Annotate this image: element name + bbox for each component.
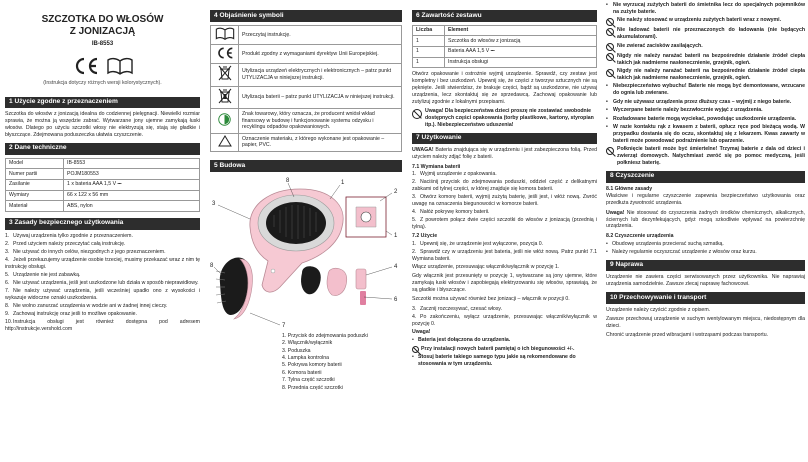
ce-mark-icon — [73, 57, 99, 75]
list-item: 1. Wyjmij urządzenie z opakowania. — [412, 171, 497, 178]
list-item: Nie należy stosować w urządzeniu zużytych baterii wraz z nowymi. — [606, 17, 805, 26]
table-row: Numer partii POJM180553 — [6, 169, 200, 180]
legend-item: 4. Lampka kontrolna — [282, 355, 330, 362]
brush-illustration — [210, 175, 402, 333]
usage-intro: UWAGA! Bateria znajdująca się w urządzeniu i jest zabezpieczona folią. Przed użyciem należy zdjąć folię z baterii. — [412, 147, 597, 161]
table-row: Przeczytaj instrukcję. — [211, 25, 402, 45]
usage-paragraph: Gdy włącznik jest przesunięty w pozycję 1, wytwarzane są jony ujemne, które zamykają łuski włosów i zapobiegają elektryzowaniu się włosów, sprawiają, że są gładkie i błyszczące. — [412, 273, 597, 293]
callout-label: 1 — [394, 232, 398, 239]
legend-item: 1. Przycisk do zdejmowania poduszki — [282, 332, 368, 339]
contents-table — [412, 25, 597, 69]
list-item: 3. Zacznij rozczesywać, czesać włosy. — [412, 305, 503, 312]
unpacking-text: Otwórz opakowanie i ostrożnie wyjmij urządzenie. Sprawdź, czy zestaw jest kompletny i bez uszkodzeń. Upewnij się, że części z tworzyw sztucznych nie są pęknięte. Jeśli stwierdzisz, że brakuje części, bądź są uszkodzone, nie używaj urządzenia, lecz skontaktuj się ze sprzedawcą. Zachowaj opakowanie lub zutylizuj zgodnie z lokalnymi przepisami. — [412, 71, 597, 105]
list-item: Przy instalacji nowych baterii pamiętaj o ich biegunowości +/-. — [412, 346, 597, 354]
section-2-header: 2 Dane techniczne — [5, 143, 200, 155]
callout-label: 2 — [394, 188, 398, 195]
list-item: 6. Nie używać urządzenia, jeśli jest uszkodzone lub działa w sposób nieprawidłowy. — [5, 279, 199, 286]
usage-paragraph: Szczotki można używać również bez jonizacji – włącznik w pozycji 0. — [412, 296, 570, 303]
section-3-header: 3 Zasady bezpiecznego użytkowania — [5, 218, 200, 230]
no-children-icon — [412, 109, 422, 119]
column-1 — [0, 0, 205, 462]
section-8-header: 8 Czyszczenie — [606, 171, 805, 183]
model-number: IB-8553 — [91, 41, 114, 47]
usage-steps — [412, 241, 597, 263]
subsection-8-1: 8.1 Główne zasady — [606, 185, 653, 192]
brush-exploded-view — [301, 266, 366, 305]
prohibition-icon — [606, 69, 614, 77]
table-row: Model IB-8553 — [6, 158, 200, 169]
list-item: Nigdy nie należy narażać baterii na bezpośrednie działanie źródeł ciepła takich jak nadmierne nasłonecznienie, grzejnik, ogień. — [606, 53, 805, 67]
list-item: 5. Z powrotem połącz dwie części szczotki do włosów z jonizacją (przednią i tylną). — [412, 217, 597, 231]
list-item: • Nie wyrzucaj zużytych baterii do śmietnika lecz do specjalnych pojemników na zużyte baterie. — [606, 2, 805, 15]
product-diagram — [210, 175, 402, 391]
legend-item: 3. Poduszka — [282, 347, 311, 354]
list-item: 2. Sprawdź czy w urządzeniu jest bateria, jeśli nie włóż nową. Patrz punkt 7.1 Wymiana baterii. — [412, 248, 597, 262]
tech-data-table — [5, 158, 200, 212]
list-item: 2. Przed użyciem należy przeczytać całą instrukcję. — [5, 240, 126, 247]
title-line-2: Z JONIZACJĄ — [69, 25, 136, 37]
table-row: Utylizacja baterii – patrz punkt UTYLIZACJA w niniejszej instrukcji. — [211, 86, 402, 109]
table-header-row: Liczba Element — [413, 25, 597, 36]
subsection-8-2: 8.2 Czyszczenie urządzenia — [606, 232, 674, 239]
book-icon — [215, 27, 235, 40]
crossed-bin-icon — [218, 65, 232, 81]
packaging-warning: Uwaga! Dla bezpieczeństwa dzieci proszę nie zostawiać swobodnie dostępnych części opakowania (torby plastikowe, kartony, styropian itp.). Niebezpieczeństwo uduszenia! — [412, 108, 597, 129]
section-9-header: 9 Naprawa — [606, 260, 805, 272]
list-item: • Niebezpieczeństwo wybuchu! Baterie nie mogą być demontowane, wrzucane do ognia lub zwierane. — [606, 83, 805, 97]
table-row: Materiał ABS, nylon — [6, 201, 200, 212]
material-icon — [218, 135, 232, 147]
table-row: Utylizacja urządzeń elektrycznych i elektronicznych – patrz punkt UTYLIZACJA w niniejszej instrukcji. — [211, 63, 402, 86]
callout-label: 7 — [282, 322, 286, 329]
list-item: Nie zwierać zacisków zasilających. — [606, 43, 805, 52]
usage-paragraph: Włącz urządzenie, przesuwając włącznik/wyłącznik w pozycję 1. — [412, 263, 560, 270]
callout-label: 8 — [286, 177, 290, 184]
table-row: Znak towarowy, który oznacza, że producent wniósł wkład finansowy w budowę i funkcjonowanie systemu odzysku i recyklingu odpadów opakowaniowych. — [211, 109, 402, 133]
battery-bullets — [412, 337, 597, 368]
list-item: 1. Używaj urządzenia tylko zgodnie z przeznaczeniem. — [5, 232, 133, 239]
list-item: • Rozładowane baterie mogą wyciekać, powodując uszkodzenie urządzenia. — [606, 115, 797, 122]
list-item: 8. Nie wolno zanurzać urządzenia w wodzie ani w żadnej innej cieczy. — [5, 302, 168, 309]
list-item: 5. Urządzenie nie jest zabawką. — [5, 271, 81, 278]
storage-text: Zawsze przechowuj urządzenie w suchym wentylowanym miejscu, niedostępnym dla dzieci. — [606, 316, 805, 330]
cleaning-text: Właściwe i regularne czyszczenie zapewnia bezpieczeństwo użytkowania oraz przedłuża żywotność urządzenia. — [606, 193, 805, 207]
list-item: 4. Po zakończeniu, wyłącz urządzenie, przesuwając włącznik/wyłącznik w pozycję 0. — [412, 313, 597, 327]
storage-text: Chronić urządzenie przed wibracjami i wstrząsami podczas transportu. — [606, 332, 769, 339]
table-row: 1 Bateria AAA 1,5 V ⎓ — [413, 46, 597, 57]
table-row: 1 Szczotka do włosów z jonizacją — [413, 36, 597, 47]
cleaning-list — [606, 241, 805, 256]
column-4 — [603, 0, 808, 462]
product-title — [5, 14, 200, 37]
table-row: 1 Instrukcja obsługi — [413, 57, 597, 68]
table-row: Oznaczenie materiału, z którego wykonane jest opakowanie – papier, PVC. — [211, 133, 402, 152]
list-item: • W razie kontaktu rąk z kwasem z baterii, opłucz ręce pod bieżącą wodą. W przypadku dostania się do oczu, skontaktuj się z lekarzem. Kwas zawarty w baterii może powodować podrażnienie lub oparzenie. — [606, 124, 805, 144]
column-2 — [207, 0, 405, 462]
prohibition-icon — [606, 53, 614, 61]
list-item: 10.Instrukcja obsługi jest również dostępna pod adresem http://instrukcje.vershold.com — [5, 318, 200, 332]
prohibition-icon — [412, 346, 419, 353]
section-6-header: 6 Zawartość zestawu — [412, 10, 597, 22]
section-4-header: 4 Objaśnienie symboli — [210, 10, 402, 22]
column-3 — [409, 0, 600, 462]
legend-item: 5. Pokrywa komory baterii — [282, 362, 342, 369]
section-1-header: 1 Użycie zgodne z przeznaczeniem — [5, 97, 200, 109]
book-icon — [107, 57, 133, 75]
usage-steps-2 — [412, 306, 597, 328]
callout-label: 1 — [341, 179, 345, 186]
title-line-1: SZCZOTKA DO WŁOSÓW — [41, 14, 164, 25]
legend-item: 8. Przednia część szczotki — [282, 384, 343, 391]
list-item: • Wyczerpane baterie należy bezzwłocznie wyjąć z urządzenia. — [606, 107, 763, 114]
section-10-header: 10 Przechowywanie i transport — [606, 292, 805, 304]
list-item: 4. Nałóż pokrywę komory baterii. — [412, 209, 490, 216]
list-item: • Stosuj baterie takiego samego typu jakie są rekomendowane do stosowania w tym urządzeniu. — [412, 354, 576, 368]
battery-notice-title: Uwaga! — [412, 329, 431, 336]
repair-text: Urządzenie nie zawiera części serwisowanych przez użytkownika. Nie naprawiaj urządzenia samodzielnie. Zawsze zlecaj naprawę fachowcowi. — [606, 274, 805, 288]
callout-label: 4 — [394, 263, 398, 270]
list-item: 7. Nie należy używać urządzenia, jeśli wcześniej upadło ono z wysokości i wykazuje widoczne oznaki uszkodzenia. — [5, 287, 200, 301]
parts-legend — [282, 333, 368, 392]
list-item: 2. Naciśnij przycisk do zdejmowania poduszki, oddziel część z delikatnymi zabkami od tylnej części, w której znajduje się komora baterii. — [412, 179, 597, 193]
list-item: • Gdy nie używasz urządzenia przez dłuższy czas – wyjmij z niego baterie. — [606, 98, 792, 105]
table-row: Wymiary 66 x 122 x 56 mm — [6, 190, 200, 201]
list-item: • Obudowę urządzenia przecierać suchą szmatką. — [606, 240, 724, 247]
list-item: Połknięcie baterii może być śmiertelne! Trzymaj baterie z dala od dzieci i zwierząt domowych. Natychmiast zwróć się po pomoc medyczną, jeśli połkniesz baterię. — [606, 146, 805, 167]
ce-mark-icon — [216, 47, 234, 59]
prohibition-icon — [606, 18, 614, 26]
brush-side-view — [216, 257, 253, 319]
list-item: Nigdy nie należy narażać baterii na bezpośrednie działanie źródeł ciepła takich jak nadmierne nasłonecznienie, grzejnik, ogień. — [606, 68, 805, 82]
list-item: • Bateria jest dołączona do urządzenia. — [412, 337, 511, 344]
symbols-table — [210, 25, 402, 153]
battery-steps — [412, 171, 597, 231]
legend-item: 6. Komora baterii — [282, 369, 322, 376]
version-note: (Instrukcja dotyczy różnych wersji kolorystycznych). — [43, 79, 162, 86]
cover-marks — [5, 53, 200, 79]
callout-label: 6 — [394, 296, 398, 303]
table-row: Produkt zgodny z wymaganiami dyrektyw Unii Europejskiej. — [211, 45, 402, 64]
prohibition-icon — [606, 28, 614, 36]
callout-label: 3 — [212, 200, 216, 207]
section-1-text: Szczotka do włosów z jonizacją idealna do codziennej pielęgnacji. Niewielki rozmiar sprawia, że można ją wszędzie zabrać. Wytwarzane jony ujemne zamykają łuski włosów. Dlatego po użyciu szczotki włosy nie elektryzują się, stają się gładkie i błyszczące. Zdejmowana poduszeczka ułatwia czyszczenie. — [5, 111, 200, 139]
prohibition-icon — [606, 147, 614, 155]
table-row: Zasilanie 1 x bateria AAA 1,5 V ⎓ — [6, 179, 200, 190]
prohibition-icon — [606, 43, 614, 51]
legend-item: 7. Tylna część szczotki — [282, 377, 335, 384]
section-5-header: 5 Budowa — [210, 160, 402, 172]
list-item: • Należy regularnie oczyszczać urządzenie z włosów oraz kurzu. — [606, 248, 757, 255]
battery-warnings — [606, 2, 805, 167]
callout-label: 8 — [210, 262, 214, 269]
subsection-7-1: 7.1 Wymiana baterii — [412, 163, 461, 170]
list-item: 1. Upewnij się, że urządzenie jest wyłączone, pozycja 0. — [412, 240, 544, 247]
list-item: 3. Otwórz komorę baterii, wyjmij zużytą baterię, jeśli jest, i włóż nową. Zwróć uwagę na oznaczenia biegunowości w komorze baterii. — [412, 194, 597, 208]
storage-text: Urządzenie należy czyścić zgodnie z opisem. — [606, 306, 711, 313]
legend-item: 2. Włącznik/wyłącznik — [282, 340, 333, 347]
list-item: 4. Jeżeli przekazujemy urządzenie osobie trzeciej, musimy przekazać wraz z nim tę instrukcję obsługi. — [5, 256, 200, 270]
cleaning-warning: Uwaga! Nie stosować do czyszczenia żadnych środków chemicznych, alkalicznych, ściernych lub dezynfekujących, gdyż mogą szkodliwie wpływać na powierzchnię urządzenia. — [606, 209, 805, 230]
section-7-header: 7 Użytkowanie — [412, 133, 597, 145]
list-item: 9. Zachowaj instrukcję oraz jeśli to możliwe opakowanie. — [5, 310, 137, 317]
battery-bin-icon — [218, 88, 232, 104]
green-dot-icon — [218, 113, 231, 126]
list-item: Nie ładować baterii nie przeznaczonych do ładowania (nie będących akumulatorami). — [606, 27, 805, 41]
list-item: 3. Nie używać do innych celów, niezgodnych z jego przeznaczeniem. — [5, 248, 166, 255]
subsection-7-2: 7.2 Użycie — [412, 233, 438, 240]
safety-list — [5, 233, 200, 333]
